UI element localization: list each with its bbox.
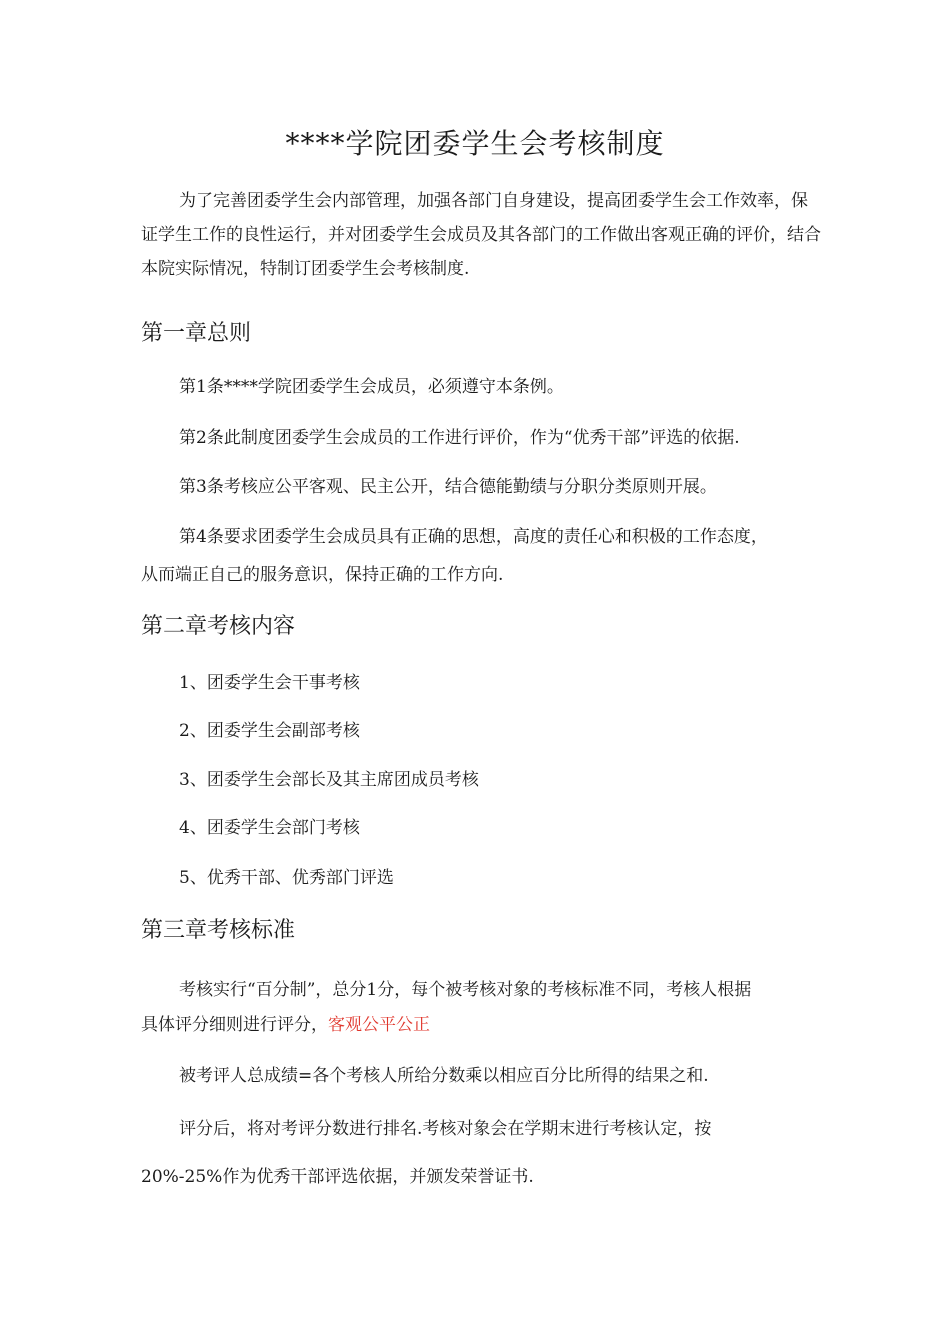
content-item-3: 3、团委学生会部长及其主席团成员考核 xyxy=(179,770,479,790)
standard-para2: 被考评人总成绩=各个考核人所给分数乘以相应百分比所得的结果之和. xyxy=(179,1066,709,1086)
standard-para1-text: 具体评分细则进行评分， xyxy=(141,1015,328,1035)
standard-para1-line2 xyxy=(141,1010,430,1040)
chapter1-heading: 第一章总则 xyxy=(141,321,252,346)
article-4-line2: 从而端正自己的服务意识，保持正确的工作方向. xyxy=(141,565,504,585)
standard-para3-line2: 20%-25%作为优秀干部评选依据，并颁发荣誉证书. xyxy=(141,1167,534,1187)
content-item-5: 5、优秀干部、优秀部门评选 xyxy=(179,868,394,888)
standard-para1-line1: 考核实行“百分制”，总分1分，每个被考核对象的考核标准不同，考核人根据 xyxy=(179,980,752,1000)
content-item-4: 4、团委学生会部门考核 xyxy=(179,818,360,838)
document-title: ****学院团委学生会考核制度 xyxy=(285,127,665,160)
content-item-1: 1、团委学生会干事考核 xyxy=(179,673,360,693)
intro-paragraph xyxy=(141,184,821,286)
chapter2-heading: 第二章考核内容 xyxy=(141,614,296,639)
content-item-2: 2、团委学生会副部考核 xyxy=(179,721,360,741)
standard-para3-line1: 评分后，将对考评分数进行排名.考核对象会在学期末进行考核认定，按 xyxy=(179,1119,712,1139)
article-3: 第3条考核应公平客观、民主公开，结合德能勤绩与分职分类原则开展。 xyxy=(179,477,717,497)
article-2: 第2条此制度团委学生会成员的工作进行评价，作为“优秀干部”评选的依据. xyxy=(179,428,740,448)
highlight-text: 客观公平公正 xyxy=(328,1015,430,1035)
article-4-line1: 第4条要求团委学生会成员具有正确的思想，高度的责任心和积极的工作态度， xyxy=(179,527,768,547)
article-1: 第1条****学院团委学生会成员，必须遵守本条例。 xyxy=(179,377,564,397)
intro-text: 为了完善团委学生会内部管理，加强各部门自身建设，提高团委学生会工作效率，保证学生工作的良性运行，并对团委学生会成员及其各部门的工作做出客观正确的评价，结合本院实际情况，特制订团委学生会考核制度. xyxy=(141,191,821,279)
chapter3-heading: 第三章考核标准 xyxy=(141,918,296,943)
